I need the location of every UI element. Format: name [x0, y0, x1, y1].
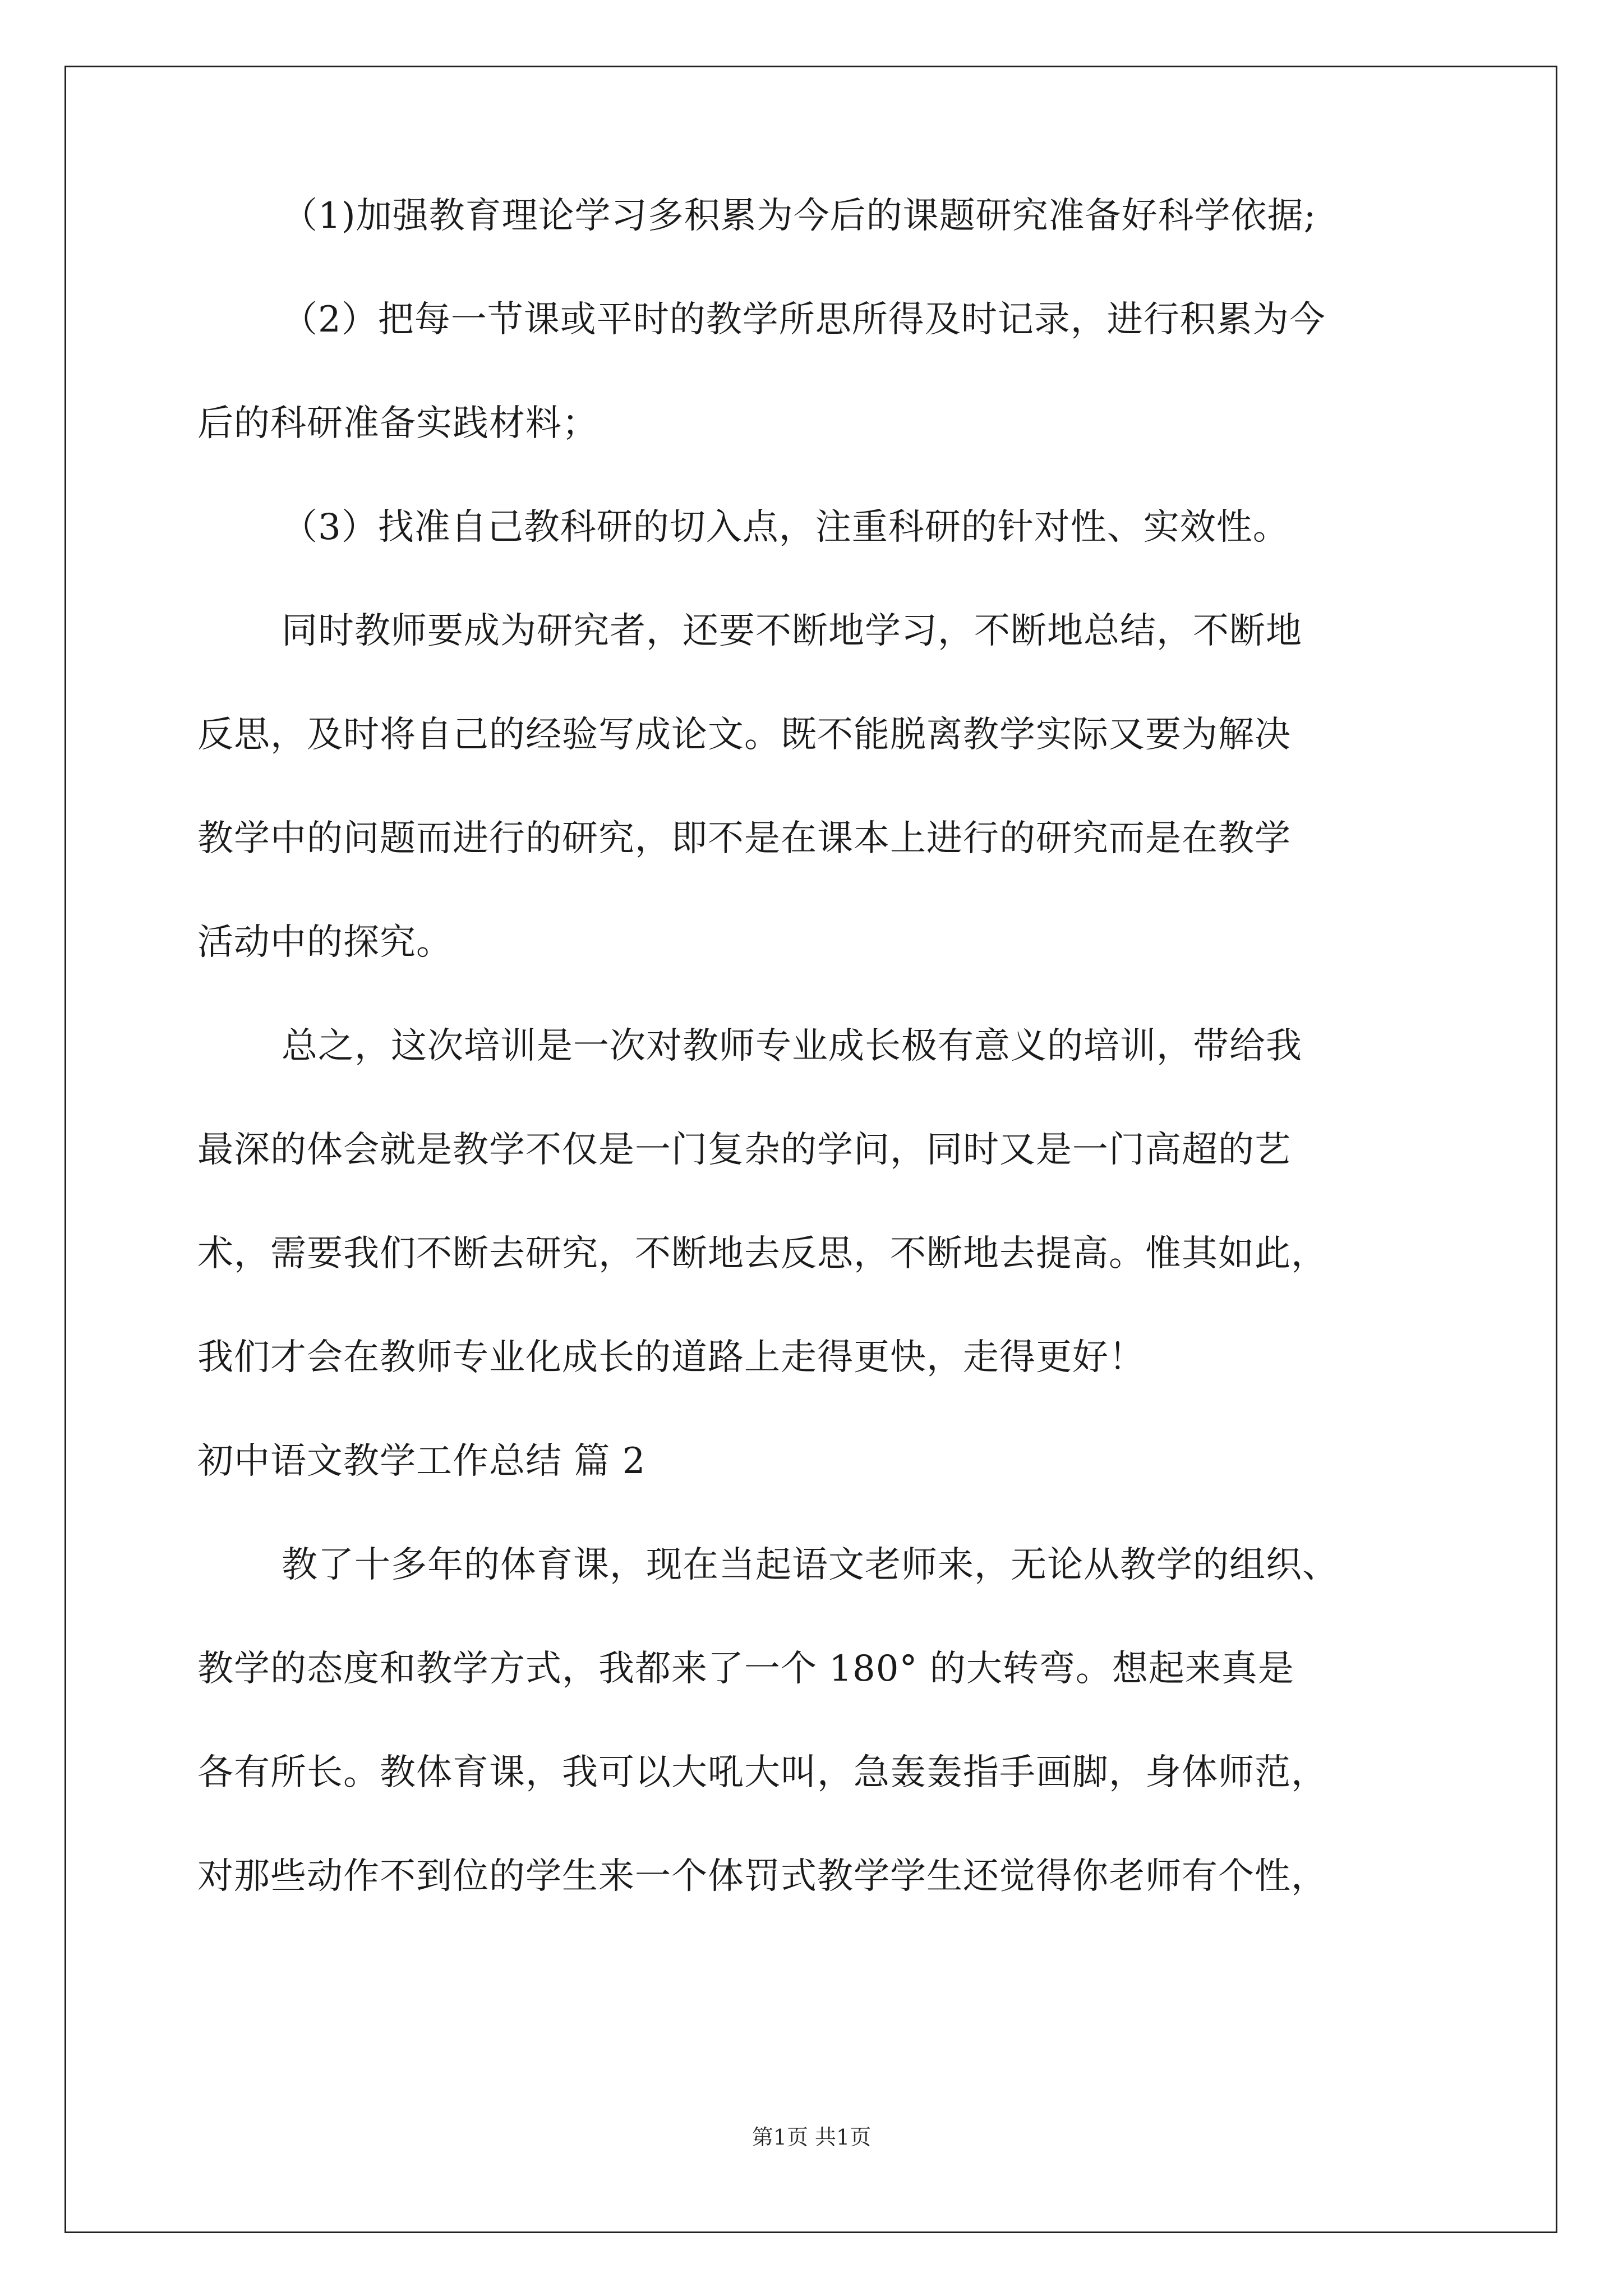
paragraph-line: （1)加强教育理论学习多积累为今后的课题研究准备好科学依据; — [282, 195, 1317, 237]
paragraph-line: （3）找准自己教科研的切入点，注重科研的针对性、实效性。 — [282, 507, 1289, 548]
paragraph-line: 我们才会在教师专业化成长的道路上走得更快，走得更好！ — [197, 1337, 1145, 1378]
paragraph-line: 教学的态度和教学方式，我都来了一个 180° 的大转弯。想起来真是 — [197, 1648, 1294, 1690]
paragraph-line: 后的科研准备实践材料； — [197, 403, 598, 444]
paragraph-line: 活动中的探究。 — [197, 922, 453, 963]
paragraph-line: 总之，这次培训是一次对教师专业成长极有意义的培训，带给我 — [282, 1025, 1302, 1067]
paragraph-line: 术，需要我们不断去研究，不断地去反思，不断地去提高。惟其如此， — [197, 1233, 1327, 1274]
paragraph-line: 教了十多年的体育课，现在当起语文老师来，无论从教学的组织、 — [282, 1544, 1339, 1586]
paragraph-line: 同时教师要成为研究者，还要不断地学习，不断地总结，不断地 — [282, 610, 1302, 652]
section-heading: 初中语文教学工作总结 篇 2 — [197, 1441, 646, 1482]
page-number-footer: 第1页 共1页 — [751, 2125, 872, 2150]
paragraph-line: 最深的体会就是教学不仅是一门复杂的学问，同时又是一门高超的艺 — [197, 1129, 1291, 1171]
paragraph-line: 各有所长。教体育课，我可以大吼大叫，急轰轰指手画脚，身体师范， — [197, 1752, 1327, 1793]
paragraph-line: 教学中的问题而进行的研究，即不是在课本上进行的研究而是在教学 — [197, 818, 1291, 859]
paragraph-line: （2）把每一节课或平时的教学所思所得及时记录，进行积累为今 — [282, 299, 1326, 341]
paragraph-line: 对那些动作不到位的学生来一个体罚式教学学生还觉得你老师有个性， — [197, 1856, 1327, 1897]
paragraph-line: 反思，及时将自己的经验写成论文。既不能脱离教学实际又要为解决 — [197, 714, 1291, 756]
